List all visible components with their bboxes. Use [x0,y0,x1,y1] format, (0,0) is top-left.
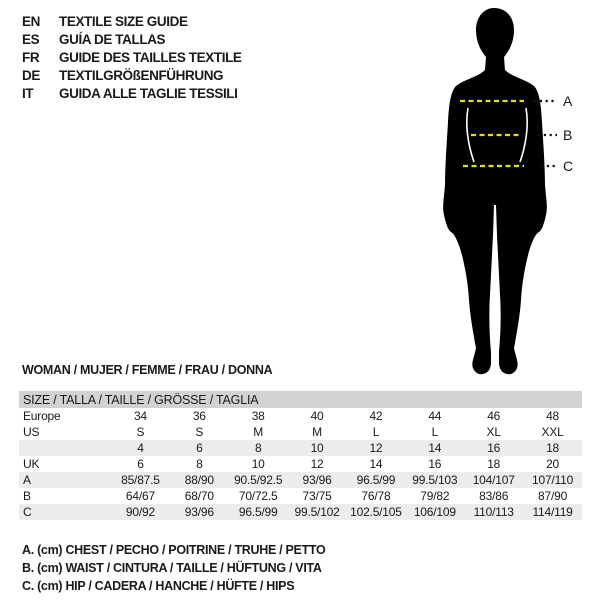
cell: 10 [288,440,347,456]
cell: 96.5/99 [229,504,288,520]
hip-letter-label: C [563,158,574,174]
language-row-fr [22,49,242,67]
language-code: EN [22,14,40,29]
cell: M [253,425,264,439]
cell: 73/75 [302,489,332,503]
language-label: GUIDA ALLE TAGLIE TESSILI [59,86,238,101]
cell: 99.5/102 [288,504,347,520]
language-label: TEXTILGRÖßENFÜHRUNG [59,68,224,83]
language-row-de [22,67,242,85]
cell: 114/119 [523,504,582,520]
language-label: TEXTILE SIZE GUIDE [59,14,188,29]
table-row-hip-c [19,504,582,520]
cell: 87/90 [538,489,568,503]
language-row-en [22,13,242,31]
cell: S [136,425,145,439]
table-row-uk [19,456,582,472]
cell: 18 [487,457,501,471]
language-row-it [22,85,242,103]
cell: 79/82 [420,489,450,503]
cell: 106/109 [405,504,464,520]
waist-letter-label: B [563,127,573,143]
cell: 99.5/103 [405,472,464,488]
cell: 10 [251,457,265,471]
table-row-waist-b [19,488,582,504]
cell: 12 [347,440,406,456]
cell: 110/113 [464,504,523,520]
table-row-us [19,424,582,440]
legend-chest: A. (cm) CHEST / PECHO / POITRINE / TRUHE / PETTO [22,543,326,557]
cell: 42 [369,409,383,423]
cell: 68/70 [184,489,214,503]
cell: 16 [464,440,523,456]
cell: 34 [133,409,147,423]
row-label: C [19,504,111,520]
cell: 48 [546,409,560,423]
cell: 20 [546,457,560,471]
language-label: GUÍA DE TALLAS [59,32,166,47]
cell: 16 [428,457,442,471]
cell: 44 [428,409,442,423]
cell: 96.5/99 [347,472,406,488]
woman-silhouette-figure [420,0,600,385]
cell: 76/78 [361,489,391,503]
cell: M [312,425,322,439]
cell: 14 [405,440,464,456]
legend-hip: C. (cm) HIP / CADERA / HANCHE / HÜFTE / HIPS [22,579,295,593]
cell: L [372,425,380,439]
legend-waist: B. (cm) WAIST / CINTURA / TAILLE / HÜFTUNG / VITA [22,561,322,575]
cell: 102.5/105 [347,504,406,520]
woman-silhouette-icon [443,8,547,374]
cell: 88/90 [170,472,229,488]
table-header: SIZE / TALLA / TAILLE / GRÖSSE / TAGLIA [19,391,582,408]
cell: 36 [192,409,206,423]
language-code: DE [22,68,40,83]
table-row-us-numeric [19,440,582,456]
cell: 6 [170,440,229,456]
cell: 8 [229,440,288,456]
cell: S [195,425,204,439]
cell: 6 [137,457,144,471]
table-row-chest-a [19,472,582,488]
cell: 4 [111,440,170,456]
row-label: US [23,425,40,439]
cell: 18 [523,440,582,456]
cell: 46 [487,409,501,423]
language-code: IT [22,86,34,101]
cell: XL [486,425,501,439]
cell: 70/72.5 [238,489,278,503]
cell: 93/96 [288,472,347,488]
cell: 104/107 [464,472,523,488]
language-title-list [22,13,242,103]
cell: XXL [541,425,564,439]
cell: 14 [369,457,383,471]
language-code: FR [22,50,40,65]
cell: 90.5/92.5 [229,472,288,488]
cell: 12 [310,457,324,471]
row-label [19,440,111,456]
row-label: B [23,489,31,503]
row-label: A [19,472,111,488]
language-row-es [22,31,242,49]
cell: 8 [196,457,203,471]
cell: 64/67 [125,489,155,503]
table-header-row [19,391,582,408]
language-label: GUIDE DES TAILLES TEXTILE [59,50,242,65]
language-code: ES [22,32,40,47]
row-label: Europe [23,409,61,423]
cell: 90/92 [111,504,170,520]
woman-silhouette-svg [420,0,600,385]
cell: 107/110 [523,472,582,488]
table-row-europe [19,408,582,424]
cell: 85/87.5 [111,472,170,488]
cell: 93/96 [170,504,229,520]
measurement-legend [22,541,325,595]
cell: L [431,425,439,439]
cell: 40 [310,409,324,423]
section-title: WOMAN / MUJER / FEMME / FRAU / DONNA [22,363,273,377]
cell: 83/86 [479,489,509,503]
chest-letter-label: A [563,93,573,109]
size-table [19,391,582,520]
row-label: UK [23,457,40,471]
cell: 38 [251,409,265,423]
